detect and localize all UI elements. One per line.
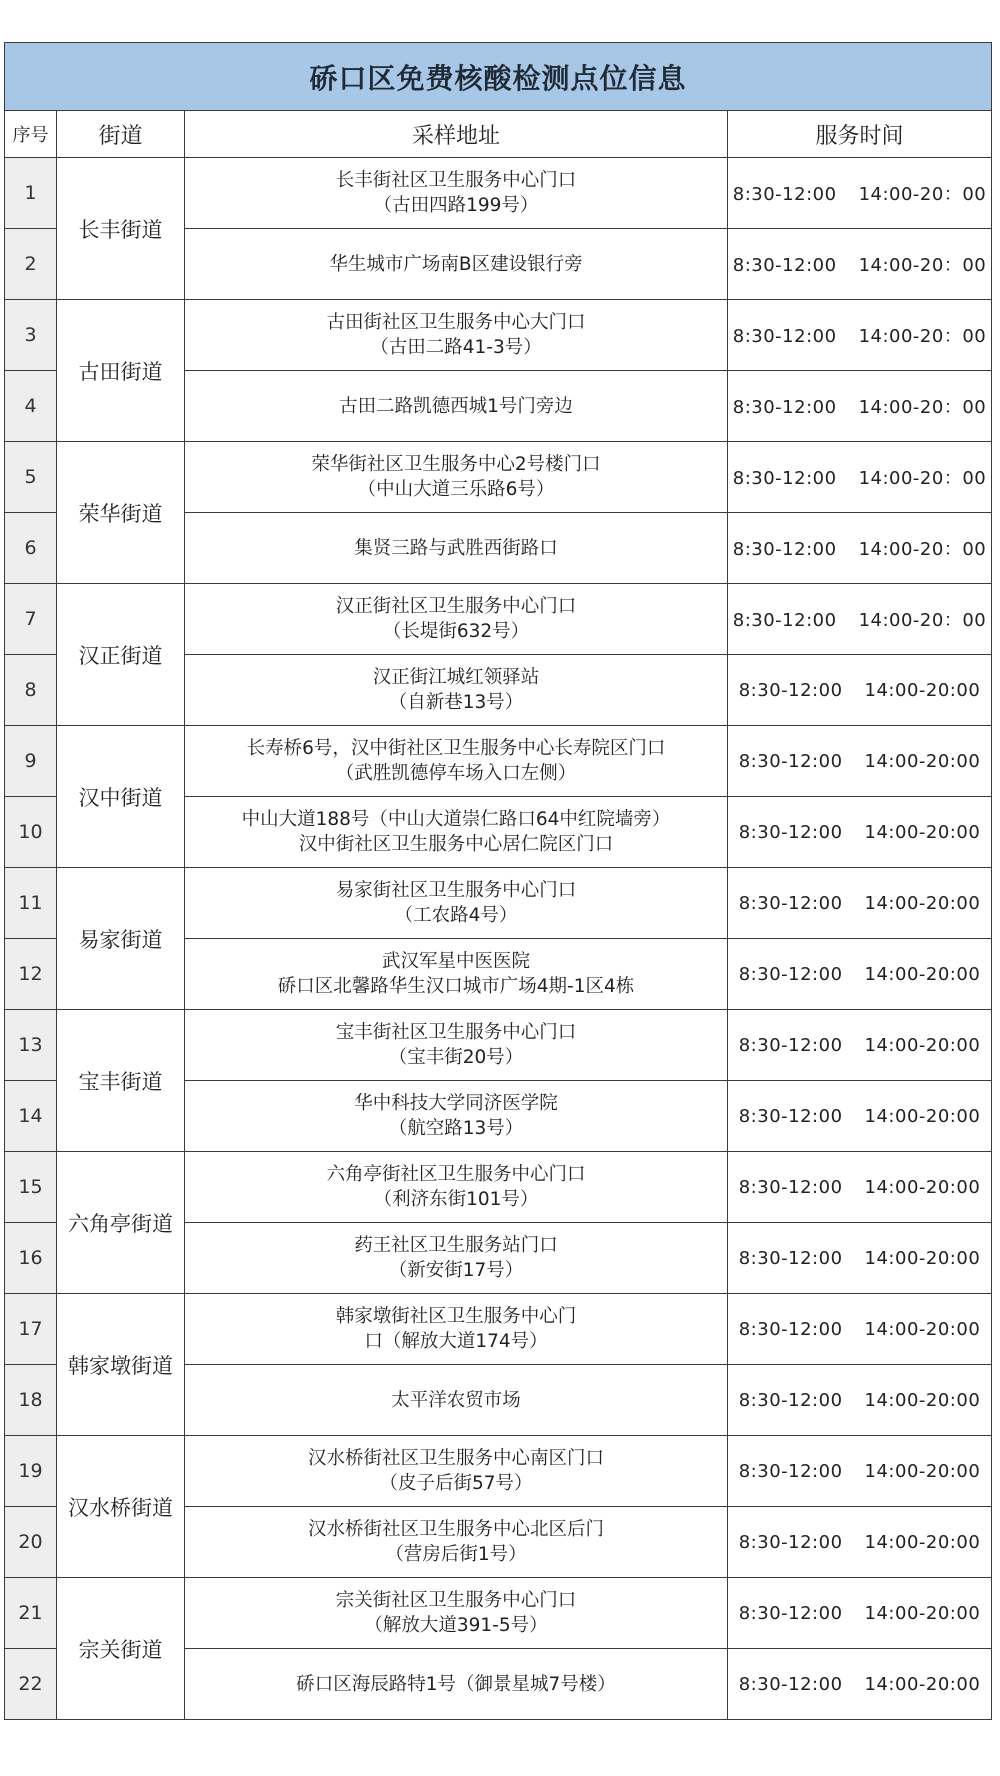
sampling-address: [185, 1578, 728, 1649]
address-line: （长堤街632号）: [382, 621, 530, 642]
time-afternoon: 14:00-20：00: [858, 610, 987, 631]
time-morning: 8:30-12:00: [738, 679, 843, 701]
time-afternoon: 14:00-20：00: [858, 326, 987, 347]
row-index: 11: [5, 868, 57, 939]
service-time: [728, 371, 992, 442]
street-name: 汉中街道: [57, 726, 185, 868]
time-morning: 8:30-12:00: [738, 1247, 843, 1269]
service-time: [728, 797, 992, 868]
sampling-address: [185, 1294, 728, 1365]
address-line: 宗关街社区卫生服务中心门口: [335, 1590, 577, 1611]
sampling-address: [185, 229, 728, 300]
row-index: 5: [5, 442, 57, 513]
street-name: 六角亭街道: [57, 1152, 185, 1294]
service-time: [728, 1010, 992, 1081]
table-header-row: [5, 111, 992, 158]
address-line: （营房后街1号）: [385, 1544, 527, 1565]
service-time: [728, 1081, 992, 1152]
service-time: [728, 442, 992, 513]
page-title: 硚口区免费核酸检测点位信息: [5, 43, 992, 111]
service-time: [728, 229, 992, 300]
service-time: [728, 1436, 992, 1507]
time-morning: 8:30-12:00: [738, 1673, 843, 1695]
time-morning: 8:30-12:00: [738, 1460, 843, 1482]
table-row: [5, 584, 992, 655]
time-afternoon: 14:00-20:00: [864, 1176, 981, 1198]
address-line: （航空路13号）: [388, 1118, 524, 1139]
address-line: 古田二路凯德西城1号门旁边: [339, 395, 573, 417]
service-time: [728, 1223, 992, 1294]
street-name: 汉正街道: [57, 584, 185, 726]
time-afternoon: 14:00-20：00: [858, 184, 987, 205]
address-line: （古田二路41-3号）: [370, 337, 542, 358]
time-afternoon: 14:00-20:00: [864, 1460, 981, 1482]
row-index: 2: [5, 229, 57, 300]
time-morning: 8:30-12:00: [732, 326, 837, 347]
row-index: 6: [5, 513, 57, 584]
sampling-address: [185, 300, 728, 371]
time-morning: 8:30-12:00: [732, 610, 837, 631]
street-name: 易家街道: [57, 868, 185, 1010]
row-index: 20: [5, 1507, 57, 1578]
time-afternoon: 14:00-20:00: [864, 1602, 981, 1624]
row-index: 9: [5, 726, 57, 797]
address-line: （宝丰街20号）: [388, 1047, 524, 1068]
street-name: 荣华街道: [57, 442, 185, 584]
service-time: [728, 939, 992, 1010]
row-index: 16: [5, 1223, 57, 1294]
service-time: [728, 868, 992, 939]
time-morning: 8:30-12:00: [738, 1105, 843, 1127]
address-line: （古田四路199号）: [373, 195, 539, 216]
service-time: [728, 1649, 992, 1720]
time-afternoon: 14:00-20:00: [864, 963, 981, 985]
address-line: 荣华街社区卫生服务中心2号楼门口: [311, 454, 601, 475]
address-line: 汉水桥街社区卫生服务中心北区后门: [307, 1519, 604, 1540]
row-index: 18: [5, 1365, 57, 1436]
table-row: [5, 1010, 992, 1081]
time-afternoon: 14:00-20：00: [858, 255, 987, 276]
service-time: [728, 1507, 992, 1578]
sampling-address: [185, 868, 728, 939]
address-line: （武胜凯德停车场入口左侧）: [335, 763, 577, 784]
sampling-address: [185, 1152, 728, 1223]
time-morning: 8:30-12:00: [732, 255, 837, 276]
sampling-address: [185, 1223, 728, 1294]
address-line: 集贤三路与武胜西街路口: [354, 537, 558, 559]
street-name: 韩家墩街道: [57, 1294, 185, 1436]
time-afternoon: 14:00-20:00: [864, 892, 981, 914]
time-morning: 8:30-12:00: [732, 184, 837, 205]
time-afternoon: 14:00-20:00: [864, 1673, 981, 1695]
time-afternoon: 14:00-20:00: [864, 1318, 981, 1340]
street-name: 古田街道: [57, 300, 185, 442]
table-row: [5, 726, 992, 797]
row-index: 22: [5, 1649, 57, 1720]
service-time: [728, 158, 992, 229]
address-line: 汉中街社区卫生服务中心居仁院区门口: [298, 834, 614, 855]
address-line: 太平洋农贸市场: [391, 1389, 521, 1411]
service-time: [728, 300, 992, 371]
time-morning: 8:30-12:00: [738, 1318, 843, 1340]
service-time: [728, 513, 992, 584]
header-address: 采样地址: [185, 111, 728, 158]
testing-sites-table: [4, 42, 992, 1720]
address-line: 易家街社区卫生服务中心门口: [335, 880, 577, 901]
row-index: 15: [5, 1152, 57, 1223]
header-index: 序号: [5, 111, 57, 158]
sampling-address: [185, 726, 728, 797]
street-name: 长丰街道: [57, 158, 185, 300]
address-line: 汉水桥街社区卫生服务中心南区门口: [307, 1448, 604, 1469]
service-time: [728, 726, 992, 797]
address-line: （解放大道391-5号）: [364, 1615, 548, 1636]
time-afternoon: 14:00-20:00: [864, 1034, 981, 1056]
row-index: 21: [5, 1578, 57, 1649]
address-line: （中山大道三乐路6号）: [357, 479, 555, 500]
row-index: 19: [5, 1436, 57, 1507]
time-afternoon: 14:00-20:00: [864, 679, 981, 701]
time-afternoon: 14:00-20：00: [858, 468, 987, 489]
street-name: 汉水桥街道: [57, 1436, 185, 1578]
sampling-address: [185, 1649, 728, 1720]
address-line: 古田街社区卫生服务中心大门口: [326, 312, 586, 333]
table-row: [5, 1436, 992, 1507]
time-afternoon: 14:00-20:00: [864, 1531, 981, 1553]
address-line: （自新巷13号）: [388, 692, 524, 713]
row-index: 17: [5, 1294, 57, 1365]
sampling-address: [185, 584, 728, 655]
address-line: 硚口区北馨路华生汉口城市广场4期-1区4栋: [277, 976, 635, 997]
time-morning: 8:30-12:00: [738, 1034, 843, 1056]
row-index: 1: [5, 158, 57, 229]
time-morning: 8:30-12:00: [732, 468, 837, 489]
time-afternoon: 14:00-20:00: [864, 1247, 981, 1269]
sampling-address: [185, 158, 728, 229]
service-time: [728, 1578, 992, 1649]
table-row: [5, 300, 992, 371]
sampling-address: [185, 371, 728, 442]
table-row: [5, 442, 992, 513]
time-afternoon: 14:00-20:00: [864, 1105, 981, 1127]
row-index: 13: [5, 1010, 57, 1081]
service-time: [728, 1365, 992, 1436]
row-index: 10: [5, 797, 57, 868]
sampling-address: [185, 442, 728, 513]
row-index: 8: [5, 655, 57, 726]
time-afternoon: 14:00-20：00: [858, 397, 987, 418]
time-morning: 8:30-12:00: [738, 892, 843, 914]
table-row: [5, 1152, 992, 1223]
address-line: 汉正街江城红领驿站: [372, 667, 540, 688]
sampling-address: [185, 1365, 728, 1436]
time-morning: 8:30-12:00: [732, 397, 837, 418]
service-time: [728, 1152, 992, 1223]
time-morning: 8:30-12:00: [732, 539, 837, 560]
address-line: 药王社区卫生服务站门口: [354, 1235, 558, 1256]
service-time: [728, 1294, 992, 1365]
address-line: 汉正街社区卫生服务中心门口: [335, 596, 577, 617]
time-morning: 8:30-12:00: [738, 1389, 843, 1411]
row-index: 7: [5, 584, 57, 655]
address-line: （利济东街101号）: [373, 1189, 539, 1210]
address-line: 华中科技大学同济医学院: [354, 1093, 558, 1114]
time-afternoon: 14:00-20:00: [864, 750, 981, 772]
table-row: [5, 158, 992, 229]
testing-sites-sheet: [4, 42, 991, 1720]
table-row: [5, 1578, 992, 1649]
sampling-address: [185, 1081, 728, 1152]
row-index: 12: [5, 939, 57, 1010]
time-morning: 8:30-12:00: [738, 1602, 843, 1624]
address-line: （皮子后街57号）: [379, 1473, 533, 1494]
row-index: 4: [5, 371, 57, 442]
street-name: 宗关街道: [57, 1578, 185, 1720]
row-index: 14: [5, 1081, 57, 1152]
address-line: 长寿桥6号，汉中街社区卫生服务中心长寿院区门口: [246, 738, 666, 759]
time-morning: 8:30-12:00: [738, 750, 843, 772]
time-afternoon: 14:00-20:00: [864, 821, 981, 843]
time-morning: 8:30-12:00: [738, 1176, 843, 1198]
address-line: 硚口区海辰路特1号（御景星城7号楼）: [296, 1673, 616, 1695]
street-name: 宝丰街道: [57, 1010, 185, 1152]
time-morning: 8:30-12:00: [738, 963, 843, 985]
sampling-address: [185, 797, 728, 868]
sampling-address: [185, 1507, 728, 1578]
address-line: 长丰街社区卫生服务中心门口: [335, 170, 577, 191]
address-line: 口（解放大道174号）: [364, 1331, 548, 1352]
table-body: [5, 158, 992, 1720]
sampling-address: [185, 1010, 728, 1081]
address-line: 华生城市广场南B区建设银行旁: [329, 253, 583, 275]
sampling-address: [185, 513, 728, 584]
address-line: （新安街17号）: [388, 1260, 524, 1281]
address-line: （工农路4号）: [394, 905, 518, 926]
time-morning: 8:30-12:00: [738, 1531, 843, 1553]
address-line: 中山大道188号（中山大道崇仁路口64中红院墙旁）: [241, 809, 671, 830]
table-row: [5, 868, 992, 939]
row-index: 3: [5, 300, 57, 371]
service-time: [728, 584, 992, 655]
address-line: 六角亭街社区卫生服务中心门口: [326, 1164, 586, 1185]
time-morning: 8:30-12:00: [738, 821, 843, 843]
service-time: [728, 655, 992, 726]
time-afternoon: 14:00-20:00: [864, 1389, 981, 1411]
address-line: 韩家墩街社区卫生服务中心门: [335, 1306, 577, 1327]
table-row: [5, 1294, 992, 1365]
header-street: 街道: [57, 111, 185, 158]
header-time: 服务时间: [728, 111, 992, 158]
sampling-address: [185, 655, 728, 726]
address-line: 武汉军星中医医院: [381, 951, 530, 972]
address-line: 宝丰街社区卫生服务中心门口: [335, 1022, 577, 1043]
time-afternoon: 14:00-20：00: [858, 539, 987, 560]
sampling-address: [185, 939, 728, 1010]
sampling-address: [185, 1436, 728, 1507]
